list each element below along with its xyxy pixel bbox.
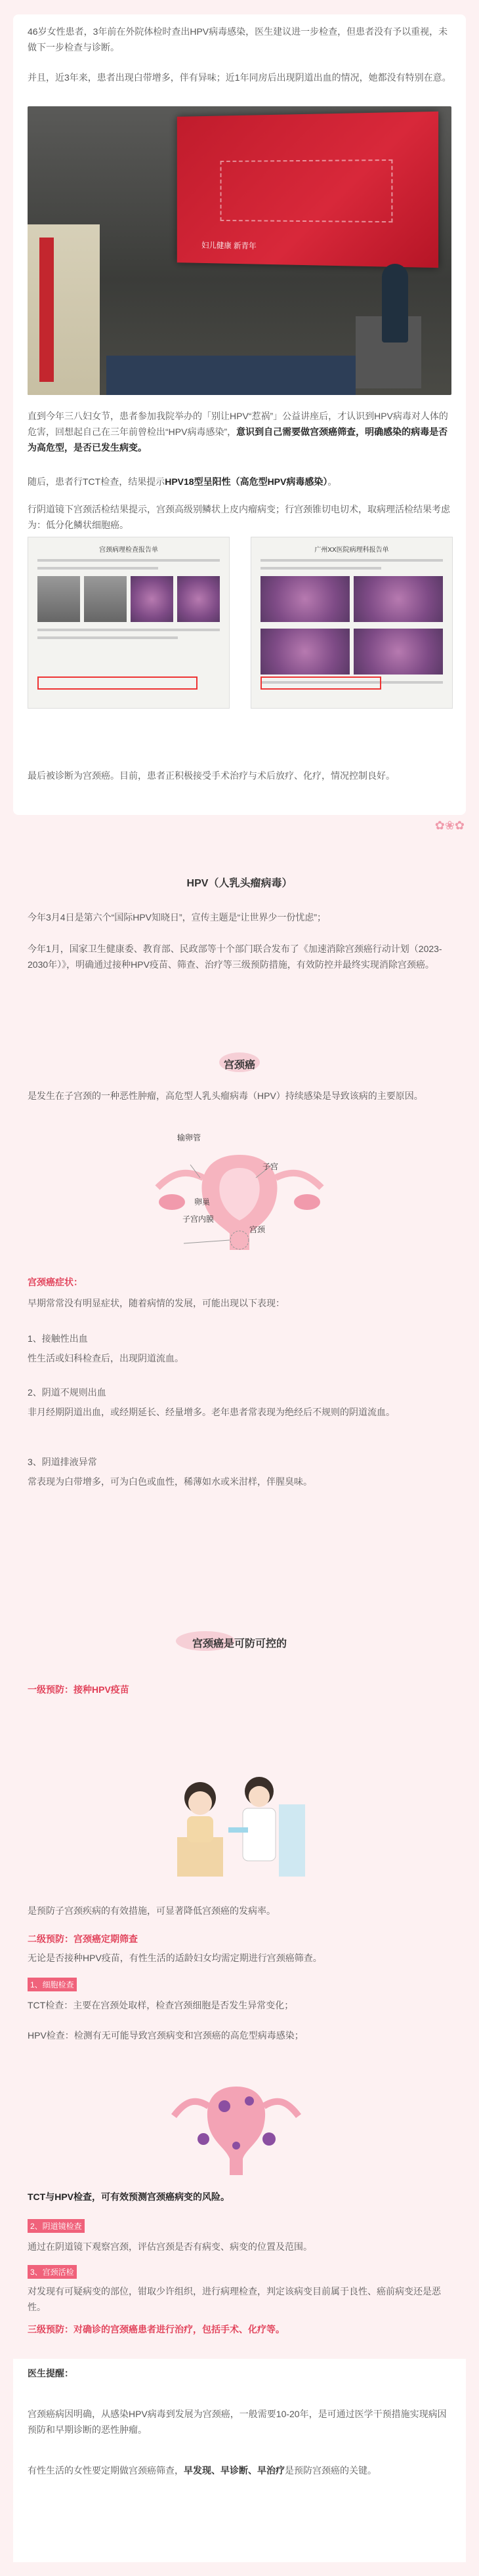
hpv-test-text: HPV检查：检测有无可能导致宫颈病变和宫颈癌的高危型病毒感染；: [28, 2030, 304, 2041]
combo-text: TCT与HPV检查，可有效预测宫颈癌病变的风险。: [28, 2192, 230, 2202]
speaker-figure: [382, 264, 408, 343]
label-uterus: 子宫: [262, 1162, 279, 1171]
biopsy-text: 对发现有可疑病变的部位，钳取少许组织，进行病理检查，判定该病变目前属于良性、癌前病变还是恶性。: [28, 2286, 441, 2312]
flower-decoration: ✿❀✿: [434, 819, 465, 832]
tips-para-1: 宫颈癌病因明确，从感染HPV病毒到发展为宫颈癌，一般需要10-20年，是可通过医学干预措施实现病因预防和早期诊断的恶性肿瘤。: [28, 2409, 447, 2435]
stage-table: [106, 356, 356, 395]
pathology-report-2: [251, 537, 453, 709]
story-para-4-bold: HPV18型呈阳性（高危型HPV病毒感染）: [165, 476, 328, 487]
level3-heading: 三级预防：对确诊的宫颈癌患者进行治疗，包括手术、化疗等。: [28, 2324, 285, 2335]
symptoms-heading: 宫颈癌症状：: [28, 1277, 83, 1287]
label-endometrium: 子宫内膜: [182, 1215, 215, 1224]
projector-screen: [177, 112, 438, 268]
level1-text: 是预防子宫颈疾病的有效措施，可显著降低宫颈癌的发病率。: [28, 1905, 276, 1916]
tips-para-2-bold: 早发现、早诊断、早治疗: [184, 2465, 285, 2476]
report-2-title: 广州XX医院病理科报告单: [314, 547, 389, 554]
report-images: [28, 537, 451, 714]
story-para-3-text: 直到今年三八妇女节，患者参加我院举办的「别让HPV“惹祸”」公益讲座后，才认识到HPV病毒对人体的危害，回想起自己在三年前曾检出“HPV病毒感染”，: [28, 411, 448, 437]
symptom-2-title: 2、阴道不规则出血: [28, 1387, 106, 1398]
label-fallopian-tube: 输卵管: [177, 1133, 201, 1142]
story-para-4-text: 随后，患者行TCT检查，结果提示: [28, 476, 165, 487]
level2-heading: 二级预防：宫颈癌定期筛查: [28, 1934, 138, 1944]
infected-uterus-illustration: [164, 2067, 308, 2178]
badge-colposcopy: 2、阴道镜检查: [28, 2219, 85, 2233]
label-ovary: 卵巢: [194, 1197, 211, 1207]
tips-heading: 医生提醒：: [28, 2368, 73, 2379]
doctor-tips-card: [13, 2359, 466, 2562]
uterus-diagram: [131, 1129, 348, 1253]
story-para-3: [28, 408, 451, 455]
pathology-report-1: [28, 537, 230, 709]
banner-stand: [28, 224, 100, 395]
symptom-1-title: 1、接触性出血: [28, 1333, 88, 1344]
hpv-para-2: 今年1月，国家卫生健康委、教育部、民政部等十个部门联合发布了《加速消除宫颈癌行动计划（2023-2030年）》，明确通过接种HPV疫苗、筛查、治疗等三级预防措施，有效防控并最终实现消除宫颈癌。: [28, 944, 442, 970]
vaccination-illustration: [151, 1765, 328, 1883]
story-para-1: 46岁女性患者，3年前在外院体检时查出HPV病毒感染，医生建议进一步检查，但患者没有予以重视，未做下一步检查与诊断。: [28, 26, 448, 52]
hpv-para-1: 今年3月4日是第六个“国际HPV知晓日”，宣传主题是“让世界少一份忧虑”；: [28, 912, 327, 923]
level2-text: 无论是否接种HPV疫苗，有性生活的适龄妇女均需定期进行宫颈癌筛查。: [28, 1953, 322, 1963]
symptom-2-text: 非月经期阴道出血，或经期延长、经量增多。老年患者常表现为绝经后不规则的阴道流血。: [28, 1407, 395, 1417]
tips-para-2-end: 是预防宫颈癌的关键。: [285, 2465, 377, 2476]
level1-heading: 一级预防：接种HPV疫苗: [28, 1684, 129, 1695]
story-para-6: 最后被诊断为宫颈癌。目前，患者正积极接受手术治疗与术后放疗、化疗，情况控制良好。: [28, 770, 395, 781]
screen-tag: 妇儿健康 新青年: [201, 240, 257, 251]
story-para-3-bold: 意识到自己需要做宫颈癌筛查，明确感染的病毒是否为高危型，是否已发生病变。: [28, 426, 448, 453]
tct-text: TCT检查：主要在宫颈处取样，检查宫颈细胞是否发生异常变化；: [28, 2000, 294, 2010]
tips-para-2-text: 有性生活的女性要定期做宫颈癌筛查，: [28, 2465, 184, 2476]
cervical-title-text: 宫颈癌: [223, 1060, 255, 1071]
story-para-4: [28, 474, 451, 489]
story-para-4-end: 。: [327, 476, 337, 487]
prevention-title: [0, 1635, 479, 1650]
prevention-title-text: 宫颈癌是可防可控的: [192, 1638, 287, 1650]
colposcopy-text: 通过在阴道镜下观察宫颈，评估宫颈是否有病变、病变的位置及范围。: [28, 2241, 312, 2252]
badge-cell-exam: 1、细胞检查: [28, 1978, 77, 1991]
story-card: [13, 14, 466, 815]
highlight-box: [37, 676, 198, 690]
tips-para-2: [28, 2462, 451, 2478]
hpv-title: HPV（人乳头瘤病毒）: [186, 878, 293, 889]
symptoms-intro: 早期常常没有明显症状，随着病情的发展，可能出现以下表现：: [28, 1298, 285, 1308]
symptom-1-text: 性生活或妇科检查后，出现阴道流血。: [28, 1353, 184, 1363]
highlight-box-2: [260, 676, 381, 690]
symptom-3-title: 3、阴道排液异常: [28, 1457, 97, 1467]
lecture-photo: [28, 106, 451, 395]
cervical-title: [0, 1056, 479, 1071]
cervical-intro: 是发生在子宫颈的一种恶性肿瘤，高危型人乳头瘤病毒（HPV）持续感染是导致该病的主要原因。: [28, 1091, 423, 1101]
report-1-title: 宫颈病理检查报告单: [99, 547, 158, 554]
story-para-5: 行阴道镜下宫颈活检结果提示，宫颈高级别鳞状上皮内瘤病变；行宫颈锥切电切术，取病理活检结果考虑为：低分化鳞状细胞癌。: [28, 504, 450, 530]
symptom-3-text: 常表现为白带增多，可为白色或血性，稀薄如水或米泔样，伴腥臭味。: [28, 1476, 312, 1487]
label-cervix: 宫颈: [249, 1225, 266, 1234]
story-para-2: 并且，近3年来，患者出现白带增多，伴有异味；近1年同房后出现阴道出血的情况，她都没有特别在意。: [28, 72, 451, 83]
badge-biopsy: 3、宫颈活检: [28, 2265, 77, 2279]
